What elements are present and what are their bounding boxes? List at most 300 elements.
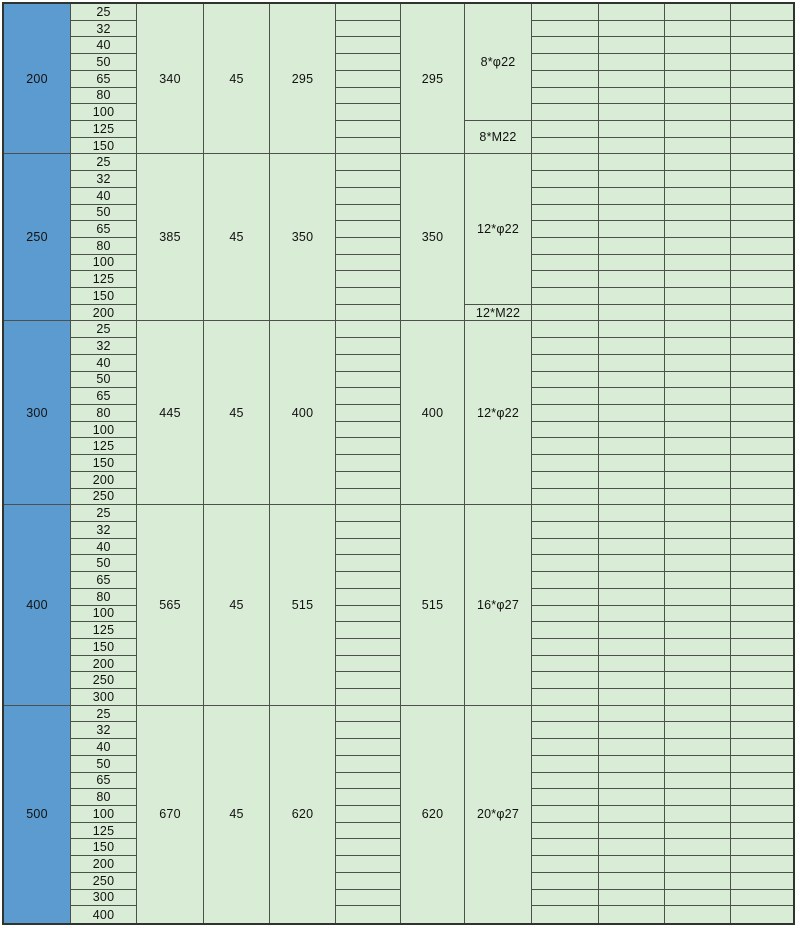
empty-cell	[532, 856, 599, 873]
empty-cell	[532, 21, 599, 38]
sub-size-cell: 32	[71, 338, 137, 355]
spacer-cell	[336, 372, 401, 389]
empty-cell	[731, 388, 793, 405]
empty-cell	[599, 722, 665, 739]
dim-c-cell: 400	[270, 321, 336, 505]
empty-cell	[532, 271, 599, 288]
empty-cell	[532, 572, 599, 589]
sub-size-cell: 65	[71, 388, 137, 405]
spacer-cell	[336, 321, 401, 338]
spacer-cell	[336, 205, 401, 222]
empty-cell	[532, 589, 599, 606]
empty-cell	[599, 873, 665, 890]
empty-cell	[532, 739, 599, 756]
dim-b-cell: 45	[204, 505, 270, 706]
bolt-spec-cell: 16*φ27	[465, 505, 532, 706]
empty-cell	[665, 188, 731, 205]
dim-b-cell: 45	[204, 4, 270, 154]
sub-size-cell: 200	[71, 656, 137, 673]
sub-size-cell: 125	[71, 823, 137, 840]
empty-cell	[731, 37, 793, 54]
sub-size-cell: 250	[71, 489, 137, 506]
sub-size-cell: 100	[71, 422, 137, 439]
empty-cell	[665, 689, 731, 706]
empty-cell	[731, 121, 793, 138]
bolt-spec-cell: 12*φ22	[465, 154, 532, 304]
sub-size-cell: 300	[71, 890, 137, 907]
empty-cell	[599, 104, 665, 121]
spacer-cell	[336, 722, 401, 739]
empty-cell	[599, 906, 665, 923]
spacer-cell	[336, 756, 401, 773]
empty-cell	[599, 388, 665, 405]
spacer-cell	[336, 4, 401, 21]
empty-cell	[599, 355, 665, 372]
empty-cell	[731, 372, 793, 389]
empty-cell	[731, 572, 793, 589]
spacer-cell	[336, 773, 401, 790]
sub-size-cell: 400	[71, 906, 137, 923]
empty-cell	[665, 154, 731, 171]
spacer-cell	[336, 288, 401, 305]
empty-cell	[599, 789, 665, 806]
empty-cell	[731, 321, 793, 338]
empty-cell	[665, 372, 731, 389]
empty-cell	[731, 255, 793, 272]
dn-cell: 200	[4, 4, 71, 154]
empty-cell	[731, 472, 793, 489]
spacer-cell	[336, 405, 401, 422]
empty-cell	[731, 722, 793, 739]
empty-cell	[599, 806, 665, 823]
spacer-cell	[336, 255, 401, 272]
empty-cell	[731, 706, 793, 723]
sub-size-cell: 125	[71, 622, 137, 639]
spacer-cell	[336, 890, 401, 907]
sub-size-cell: 100	[71, 255, 137, 272]
empty-cell	[665, 422, 731, 439]
empty-cell	[599, 689, 665, 706]
empty-cell	[665, 606, 731, 623]
empty-cell	[599, 489, 665, 506]
empty-cell	[599, 739, 665, 756]
sub-size-cell: 40	[71, 188, 137, 205]
empty-cell	[599, 138, 665, 155]
spec-table	[2, 2, 795, 925]
empty-cell	[599, 321, 665, 338]
empty-cell	[665, 405, 731, 422]
empty-cell	[532, 656, 599, 673]
sub-size-cell: 40	[71, 355, 137, 372]
empty-cell	[599, 405, 665, 422]
spacer-cell	[336, 188, 401, 205]
spacer-cell	[336, 489, 401, 506]
empty-cell	[599, 756, 665, 773]
empty-cell	[731, 906, 793, 923]
empty-cell	[665, 171, 731, 188]
empty-cell	[532, 555, 599, 572]
empty-cell	[731, 890, 793, 907]
dim-c-cell: 515	[270, 505, 336, 706]
sub-size-cell: 40	[71, 539, 137, 556]
empty-cell	[731, 555, 793, 572]
empty-cell	[599, 773, 665, 790]
empty-cell	[731, 789, 793, 806]
empty-cell	[599, 606, 665, 623]
empty-cell	[532, 789, 599, 806]
empty-cell	[599, 522, 665, 539]
sub-size-cell: 125	[71, 121, 137, 138]
empty-cell	[532, 238, 599, 255]
empty-cell	[599, 372, 665, 389]
empty-cell	[731, 104, 793, 121]
empty-cell	[532, 689, 599, 706]
empty-cell	[731, 188, 793, 205]
empty-cell	[532, 188, 599, 205]
spacer-cell	[336, 171, 401, 188]
empty-cell	[665, 773, 731, 790]
sub-size-cell: 50	[71, 54, 137, 71]
empty-cell	[665, 104, 731, 121]
spacer-cell	[336, 856, 401, 873]
empty-cell	[532, 438, 599, 455]
spacer-cell	[336, 21, 401, 38]
empty-cell	[731, 171, 793, 188]
empty-cell	[731, 405, 793, 422]
empty-cell	[532, 489, 599, 506]
sub-size-cell: 80	[71, 589, 137, 606]
empty-cell	[532, 37, 599, 54]
empty-cell	[599, 205, 665, 222]
empty-cell	[665, 539, 731, 556]
empty-cell	[532, 706, 599, 723]
sub-size-cell: 50	[71, 372, 137, 389]
spacer-cell	[336, 37, 401, 54]
empty-cell	[532, 505, 599, 522]
empty-cell	[532, 756, 599, 773]
empty-cell	[599, 422, 665, 439]
empty-cell	[665, 438, 731, 455]
spacer-cell	[336, 672, 401, 689]
dim-a-cell: 385	[137, 154, 204, 321]
bolt-spec-cell: 8*φ22	[465, 4, 532, 121]
empty-cell	[532, 455, 599, 472]
sub-size-cell: 32	[71, 171, 137, 188]
empty-cell	[532, 388, 599, 405]
empty-cell	[599, 539, 665, 556]
sub-size-cell: 250	[71, 672, 137, 689]
empty-cell	[665, 221, 731, 238]
empty-cell	[731, 489, 793, 506]
empty-cell	[532, 606, 599, 623]
sub-size-cell: 65	[71, 572, 137, 589]
sub-size-cell: 100	[71, 104, 137, 121]
empty-cell	[665, 338, 731, 355]
empty-cell	[532, 4, 599, 21]
spacer-cell	[336, 622, 401, 639]
spacer-cell	[336, 589, 401, 606]
empty-cell	[665, 288, 731, 305]
spacer-cell	[336, 823, 401, 840]
empty-cell	[532, 338, 599, 355]
empty-cell	[665, 205, 731, 222]
empty-cell	[599, 37, 665, 54]
empty-cell	[665, 756, 731, 773]
sub-size-cell: 100	[71, 606, 137, 623]
empty-cell	[599, 839, 665, 856]
empty-cell	[665, 4, 731, 21]
spacer-cell	[336, 422, 401, 439]
spacer-cell	[336, 706, 401, 723]
dim-a-cell: 340	[137, 4, 204, 154]
dim-a-cell: 565	[137, 505, 204, 706]
empty-cell	[665, 522, 731, 539]
empty-cell	[731, 656, 793, 673]
empty-cell	[532, 722, 599, 739]
dim-a-cell: 445	[137, 321, 204, 505]
empty-cell	[532, 806, 599, 823]
spacer-cell	[336, 839, 401, 856]
empty-cell	[532, 255, 599, 272]
empty-cell	[532, 773, 599, 790]
bolt-spec-cell: 12*φ22	[465, 321, 532, 505]
empty-cell	[665, 789, 731, 806]
empty-cell	[532, 121, 599, 138]
empty-cell	[532, 522, 599, 539]
empty-cell	[599, 54, 665, 71]
empty-cell	[665, 238, 731, 255]
spacer-cell	[336, 305, 401, 322]
spacer-cell	[336, 121, 401, 138]
spacer-cell	[336, 555, 401, 572]
sub-size-cell: 25	[71, 706, 137, 723]
empty-cell	[731, 689, 793, 706]
empty-cell	[731, 639, 793, 656]
empty-cell	[599, 338, 665, 355]
spacer-cell	[336, 54, 401, 71]
spacer-cell	[336, 505, 401, 522]
empty-cell	[731, 71, 793, 88]
empty-cell	[665, 88, 731, 105]
empty-cell	[665, 455, 731, 472]
empty-cell	[731, 238, 793, 255]
sub-size-cell: 40	[71, 739, 137, 756]
empty-cell	[599, 555, 665, 572]
sub-size-cell: 25	[71, 505, 137, 522]
empty-cell	[599, 154, 665, 171]
empty-cell	[599, 188, 665, 205]
empty-cell	[731, 4, 793, 21]
spacer-cell	[336, 606, 401, 623]
empty-cell	[731, 21, 793, 38]
sub-size-cell: 65	[71, 773, 137, 790]
sub-size-cell: 32	[71, 522, 137, 539]
empty-cell	[665, 121, 731, 138]
empty-cell	[731, 505, 793, 522]
sub-size-cell: 80	[71, 238, 137, 255]
spacer-cell	[336, 472, 401, 489]
sub-size-cell: 150	[71, 455, 137, 472]
sub-size-cell: 200	[71, 305, 137, 322]
empty-cell	[665, 639, 731, 656]
sub-size-cell: 200	[71, 856, 137, 873]
empty-cell	[665, 305, 731, 322]
dim-d-cell: 350	[401, 154, 465, 321]
empty-cell	[532, 154, 599, 171]
spacer-cell	[336, 656, 401, 673]
dim-b-cell: 45	[204, 154, 270, 321]
empty-cell	[665, 856, 731, 873]
empty-cell	[599, 589, 665, 606]
dim-d-cell: 620	[401, 706, 465, 923]
empty-cell	[599, 271, 665, 288]
empty-cell	[665, 21, 731, 38]
spacer-cell	[336, 355, 401, 372]
empty-cell	[665, 906, 731, 923]
empty-cell	[665, 739, 731, 756]
empty-cell	[731, 756, 793, 773]
empty-cell	[532, 171, 599, 188]
sub-size-cell: 125	[71, 438, 137, 455]
empty-cell	[665, 890, 731, 907]
sub-size-cell: 300	[71, 689, 137, 706]
empty-cell	[731, 288, 793, 305]
empty-cell	[532, 639, 599, 656]
empty-cell	[731, 438, 793, 455]
empty-cell	[665, 489, 731, 506]
sub-size-cell: 50	[71, 756, 137, 773]
empty-cell	[532, 71, 599, 88]
spacer-cell	[336, 522, 401, 539]
table-wrap	[2, 2, 795, 925]
empty-cell	[599, 672, 665, 689]
empty-cell	[731, 221, 793, 238]
empty-cell	[665, 706, 731, 723]
sub-size-cell: 150	[71, 288, 137, 305]
empty-cell	[665, 622, 731, 639]
empty-cell	[532, 288, 599, 305]
empty-cell	[665, 555, 731, 572]
empty-cell	[665, 672, 731, 689]
dim-b-cell: 45	[204, 706, 270, 923]
empty-cell	[599, 255, 665, 272]
empty-cell	[665, 472, 731, 489]
empty-cell	[599, 622, 665, 639]
empty-cell	[599, 656, 665, 673]
sub-size-cell: 32	[71, 722, 137, 739]
empty-cell	[731, 823, 793, 840]
empty-cell	[731, 271, 793, 288]
spacer-cell	[336, 338, 401, 355]
empty-cell	[731, 455, 793, 472]
spacer-cell	[336, 104, 401, 121]
empty-cell	[599, 505, 665, 522]
empty-cell	[599, 472, 665, 489]
spacer-cell	[336, 438, 401, 455]
sub-size-cell: 25	[71, 154, 137, 171]
spacer-cell	[336, 455, 401, 472]
empty-cell	[599, 639, 665, 656]
empty-cell	[599, 21, 665, 38]
empty-cell	[532, 422, 599, 439]
dim-c-cell: 350	[270, 154, 336, 321]
sub-size-cell: 150	[71, 639, 137, 656]
empty-cell	[532, 221, 599, 238]
empty-cell	[731, 522, 793, 539]
empty-cell	[665, 255, 731, 272]
empty-cell	[665, 37, 731, 54]
sub-size-cell: 32	[71, 21, 137, 38]
spacer-cell	[336, 238, 401, 255]
empty-cell	[532, 839, 599, 856]
sub-size-cell: 150	[71, 138, 137, 155]
sub-size-cell: 65	[71, 221, 137, 238]
empty-cell	[599, 238, 665, 255]
empty-cell	[731, 54, 793, 71]
empty-cell	[731, 205, 793, 222]
empty-cell	[731, 305, 793, 322]
sub-size-cell: 50	[71, 205, 137, 222]
spacer-cell	[336, 71, 401, 88]
dn-cell: 400	[4, 505, 71, 706]
empty-cell	[532, 405, 599, 422]
dim-d-cell: 400	[401, 321, 465, 505]
sub-size-cell: 100	[71, 806, 137, 823]
empty-cell	[731, 806, 793, 823]
empty-cell	[731, 606, 793, 623]
empty-cell	[532, 305, 599, 322]
empty-cell	[599, 856, 665, 873]
empty-cell	[731, 138, 793, 155]
empty-cell	[665, 806, 731, 823]
empty-cell	[532, 823, 599, 840]
empty-cell	[599, 288, 665, 305]
dn-cell: 500	[4, 706, 71, 923]
empty-cell	[532, 355, 599, 372]
sub-size-cell: 250	[71, 873, 137, 890]
spacer-cell	[336, 221, 401, 238]
empty-cell	[731, 88, 793, 105]
empty-cell	[532, 104, 599, 121]
dn-cell: 250	[4, 154, 71, 321]
sub-size-cell: 25	[71, 321, 137, 338]
empty-cell	[731, 622, 793, 639]
dim-c-cell: 295	[270, 4, 336, 154]
empty-cell	[532, 472, 599, 489]
empty-cell	[532, 372, 599, 389]
empty-cell	[599, 706, 665, 723]
empty-cell	[665, 388, 731, 405]
empty-cell	[599, 88, 665, 105]
empty-cell	[665, 572, 731, 589]
empty-cell	[665, 505, 731, 522]
empty-cell	[532, 906, 599, 923]
sub-size-cell: 80	[71, 405, 137, 422]
sub-size-cell: 80	[71, 789, 137, 806]
empty-cell	[532, 873, 599, 890]
empty-cell	[532, 321, 599, 338]
bolt-spec-cell: 20*φ27	[465, 706, 532, 923]
spacer-cell	[336, 88, 401, 105]
spacer-cell	[336, 806, 401, 823]
empty-cell	[599, 890, 665, 907]
bolt-spec-cell: 8*M22	[465, 121, 532, 154]
empty-cell	[665, 656, 731, 673]
empty-cell	[532, 54, 599, 71]
sub-size-cell: 150	[71, 839, 137, 856]
empty-cell	[665, 138, 731, 155]
sub-size-cell: 65	[71, 71, 137, 88]
